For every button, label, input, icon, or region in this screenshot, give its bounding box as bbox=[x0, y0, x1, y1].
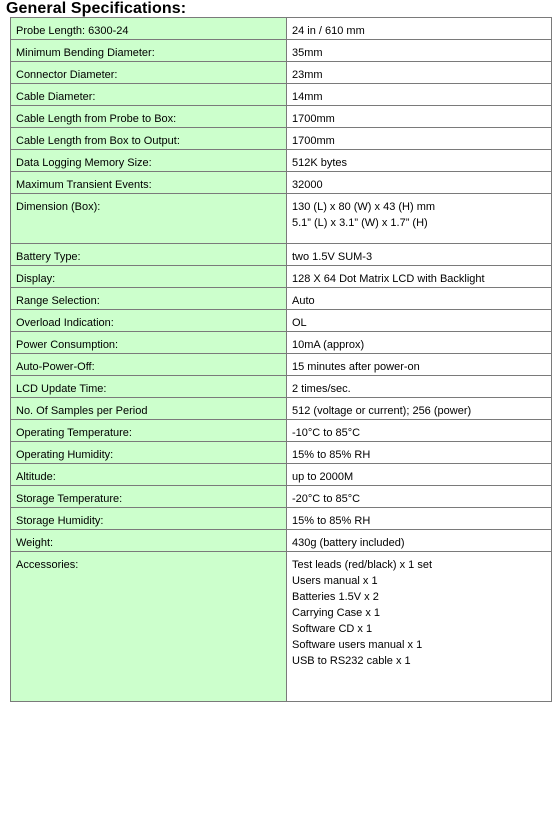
spec-row bbox=[11, 266, 552, 288]
spec-value bbox=[287, 18, 552, 40]
spec-value bbox=[287, 552, 552, 702]
spec-value-line: 10mA (approx) bbox=[292, 339, 365, 351]
spec-value bbox=[287, 266, 552, 288]
spec-label: No. Of Samples per Period bbox=[11, 398, 287, 420]
spec-value-line: 130 (L) x 80 (W) x 43 (H) mm bbox=[292, 201, 436, 213]
spec-value-line: 5.1” (L) x 3.1” (W) x 1.7” (H) bbox=[292, 217, 428, 229]
spec-value bbox=[287, 288, 552, 310]
spec-row bbox=[11, 150, 552, 172]
spec-label: Battery Type: bbox=[11, 244, 287, 266]
spec-row bbox=[11, 310, 552, 332]
spec-row bbox=[11, 552, 552, 702]
spec-value-line: 2 times/sec. bbox=[292, 383, 351, 395]
specifications-table bbox=[10, 17, 552, 702]
spec-value-line: OL bbox=[292, 317, 307, 329]
spec-value bbox=[287, 40, 552, 62]
spec-row bbox=[11, 62, 552, 84]
spec-label: Storage Humidity: bbox=[11, 508, 287, 530]
spec-row bbox=[11, 84, 552, 106]
spec-value bbox=[287, 62, 552, 84]
spec-value-line: 23mm bbox=[292, 69, 323, 81]
spec-value-line: 512 (voltage or current); 256 (power) bbox=[292, 405, 472, 417]
specifications-table-body bbox=[11, 18, 552, 702]
spec-label: LCD Update Time: bbox=[11, 376, 287, 398]
spec-value bbox=[287, 442, 552, 464]
spec-value bbox=[287, 194, 552, 244]
spec-row bbox=[11, 106, 552, 128]
spec-value-line: USB to RS232 cable x 1 bbox=[292, 655, 411, 667]
spec-value-line: up to 2000M bbox=[292, 471, 354, 483]
spec-label: Accessories: bbox=[11, 552, 287, 702]
spec-value-line: 24 in / 610 mm bbox=[292, 25, 365, 37]
spec-value-line: Software CD x 1 bbox=[292, 623, 373, 635]
spec-value-line: 14mm bbox=[292, 91, 323, 103]
spec-row bbox=[11, 332, 552, 354]
spec-value bbox=[287, 530, 552, 552]
spec-label: Auto-Power-Off: bbox=[11, 354, 287, 376]
spec-row bbox=[11, 244, 552, 266]
spec-value bbox=[287, 486, 552, 508]
spec-value-line: 128 X 64 Dot Matrix LCD with Backlight bbox=[292, 273, 485, 285]
spec-row bbox=[11, 442, 552, 464]
spec-value-line: 15 minutes after power-on bbox=[292, 361, 420, 373]
spec-value bbox=[287, 84, 552, 106]
spec-row bbox=[11, 398, 552, 420]
spec-label: Range Selection: bbox=[11, 288, 287, 310]
spec-row bbox=[11, 288, 552, 310]
spec-value-line: Software users manual x 1 bbox=[292, 639, 423, 651]
spec-value bbox=[287, 310, 552, 332]
spec-row bbox=[11, 508, 552, 530]
spec-label: Power Consumption: bbox=[11, 332, 287, 354]
spec-value bbox=[287, 508, 552, 530]
spec-row bbox=[11, 128, 552, 150]
spec-value-line: Users manual x 1 bbox=[292, 575, 378, 587]
spec-value bbox=[287, 398, 552, 420]
spec-row bbox=[11, 172, 552, 194]
spec-label: Operating Temperature: bbox=[11, 420, 287, 442]
spec-value-line: 1700mm bbox=[292, 135, 335, 147]
spec-row bbox=[11, 194, 552, 244]
spec-label: Minimum Bending Diameter: bbox=[11, 40, 287, 62]
spec-label: Storage Temperature: bbox=[11, 486, 287, 508]
spec-label: Maximum Transient Events: bbox=[11, 172, 287, 194]
spec-value bbox=[287, 376, 552, 398]
page-title: General Specifications: bbox=[6, 0, 187, 17]
spec-value bbox=[287, 464, 552, 486]
spec-row bbox=[11, 420, 552, 442]
spec-value-line: 430g (battery included) bbox=[292, 537, 405, 549]
spec-value bbox=[287, 420, 552, 442]
spec-value-line: 15% to 85% RH bbox=[292, 515, 371, 527]
spec-label: Operating Humidity: bbox=[11, 442, 287, 464]
spec-value bbox=[287, 128, 552, 150]
spec-row bbox=[11, 530, 552, 552]
spec-value-line: two 1.5V SUM-3 bbox=[292, 251, 373, 263]
spec-value bbox=[287, 172, 552, 194]
spec-value-line: 35mm bbox=[292, 47, 323, 59]
spec-value bbox=[287, 106, 552, 128]
spec-row bbox=[11, 464, 552, 486]
spec-label: Cable Diameter: bbox=[11, 84, 287, 106]
spec-row bbox=[11, 376, 552, 398]
spec-row bbox=[11, 486, 552, 508]
spec-value bbox=[287, 354, 552, 376]
spec-label: Connector Diameter: bbox=[11, 62, 287, 84]
spec-label: Dimension (Box): bbox=[11, 194, 287, 244]
spec-value-line: 512K bytes bbox=[292, 157, 348, 169]
spec-label: Data Logging Memory Size: bbox=[11, 150, 287, 172]
spec-label: Display: bbox=[11, 266, 287, 288]
spec-row bbox=[11, 354, 552, 376]
spec-value-line: 15% to 85% RH bbox=[292, 449, 371, 461]
spec-value bbox=[287, 332, 552, 354]
spec-row bbox=[11, 18, 552, 40]
spec-value-line: Auto bbox=[292, 295, 315, 307]
spec-value-line: 1700mm bbox=[292, 113, 335, 125]
spec-value-line: Batteries 1.5V x 2 bbox=[292, 591, 379, 603]
spec-label: Cable Length from Box to Output: bbox=[11, 128, 287, 150]
spec-label: Cable Length from Probe to Box: bbox=[11, 106, 287, 128]
spec-value bbox=[287, 150, 552, 172]
spec-value bbox=[287, 244, 552, 266]
spec-label: Probe Length: 6300-24 bbox=[11, 18, 287, 40]
spec-value-line: 32000 bbox=[292, 179, 323, 191]
spec-value-line: -20°C to 85°C bbox=[292, 493, 361, 505]
spec-value-line: Carrying Case x 1 bbox=[292, 607, 381, 619]
spec-row bbox=[11, 40, 552, 62]
spec-label: Overload Indication: bbox=[11, 310, 287, 332]
spec-value-line: -10°C to 85°C bbox=[292, 427, 361, 439]
spec-label: Altitude: bbox=[11, 464, 287, 486]
spec-value-line: Test leads (red/black) x 1 set bbox=[292, 559, 433, 571]
spec-label: Weight: bbox=[11, 530, 287, 552]
